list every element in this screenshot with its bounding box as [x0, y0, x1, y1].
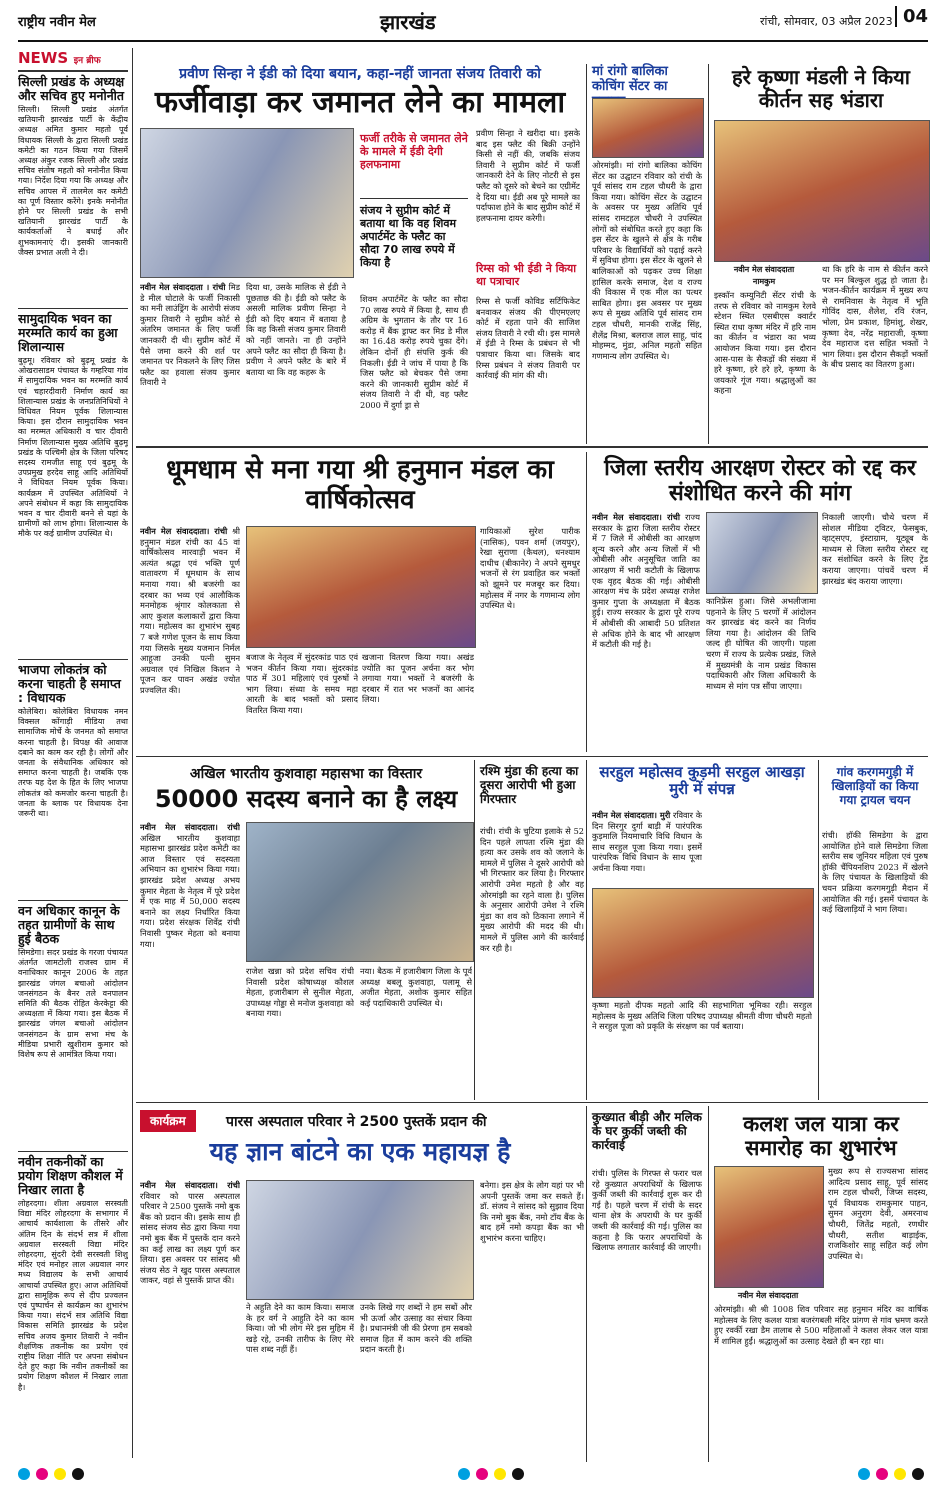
cyan-mark	[458, 1468, 470, 1480]
story1-body1: मिड डे मील घोटाले के फर्जी निकासी का मनी लाउंड्रिंग के आरोपी संजय कुमार तिवारी ने सुप्रीम कोर्ट से अंतरिम जमानत के लिए फर्जी जानकारी दी थी। सुप्रीम कोर्ट में पैसे जमा करने की शर्त पर जमानत पर निकलने के लिए जिस फ्लैट का हवाला संजय कुमार तिवारी ने	[140, 282, 240, 388]
story8-col1	[592, 810, 702, 884]
coaching-photo	[592, 98, 704, 158]
brief-title: वन अधिकार कानून के तहत ग्रामीणों के साथ हुई बैठक	[18, 903, 120, 946]
story10-headline: कुख्यात बीड़ी और मलिक के घर कुर्की जब्ती की कार्रवाई	[592, 1110, 702, 1152]
story8-col2: कृष्णा महतो दीपक महतो आदि की सहभागिता भूमिका रही। सरहुल महोत्सव के मुख्य अतिथि जिला परिषद उपाध्यक्ष श्रीमती वीणा चौधरी महतो ने सरहुल पूजा को प्रकृति के संरक्षण का पर्व बताया।	[592, 1000, 812, 1032]
story12-headline: कलश जल यात्रा कर समारोह का शुभारंभ	[743, 1112, 899, 1161]
story1-quote1: फर्जी तरीके से जमानत लेने के मामले में ईडी देगी हलफनामा	[360, 132, 468, 171]
cyan-mark	[18, 1468, 30, 1480]
story4-col1	[140, 526, 240, 752]
roster-meeting-photo	[706, 512, 818, 594]
story6-byline: नवीन मेल संवाददाता। रांची	[140, 822, 240, 832]
brief-title: सामुदायिक भवन का मरम्मति कार्य का हुआ शिलान्यास	[18, 311, 118, 354]
hanuman-photo	[246, 526, 476, 648]
story10-body: रांची। पुलिस के गिरफ्त से फरार चल रहे कुख्यात अपराधियों के खिलाफ कुर्की जब्ती की कार्रवाई शुरू कर दी गई है। पहले चरण में रांची के सदर थाना क्षेत्र के अपराधी के घर कुर्की जब्ती की कार्रवाई की गई। पुलिस का कहना है कि फरार अपराधियों के खिलाफ लगातार कार्रवाई की जाएगी।	[592, 1168, 702, 1253]
story4-col4: गायिकाओं सुरेश पारीक (नासिक), पवन शर्मा (जयपुर), रेखा सुराणा (कैथल), धनश्याम दाधीच (बीकानेर) ने अपने सुमधुर भजनों से रंग प्रवाहित कर भक्तों को झूमने पर मजबूर कर दिया। महोत्सव में नगर के गणमान्य लोग उपस्थित थे।	[480, 526, 580, 611]
story1-headline: फर्जीवाड़ा कर जमानत लेने का मामला	[154, 85, 566, 120]
story3-caption: नवीन मेल संवाददाता	[733, 265, 795, 274]
section-rule	[136, 756, 928, 757]
column-rule	[586, 64, 587, 444]
story5-body1: राज्य सरकार के द्वारा जिला स्तरीय रोस्टर में 7 जिले में ओबीसी का आरक्षण शून्य करने और अन्य जिलों में भी ओबीसी और अनुसूचित जाति का आरक्षण में भारी कटौती के खिलाफ एक वृहद बैठक की गई। ओबीसी आरक्षण मंच के प्रदेश अध्यक्ष राजेश कुमार गुप्ता के अध्यक्षता में बैठक हुई। राज्य सरकार के द्वारा पूरे राज्य में ओबीसी की आबादी 50 प्रतिशत से अधिक होने के बाद भी आरक्षण में कटौती की गई है।	[592, 512, 700, 650]
kushwaha-photo	[246, 822, 474, 962]
court-photo	[140, 128, 354, 278]
story7-kicker: रश्मि मुंडा की हत्या का दूसरा आरोपी भी हुआ गिरफ्तार	[480, 764, 579, 806]
magenta-mark	[876, 1468, 888, 1480]
story11-banner	[140, 1110, 580, 1132]
section-rule	[136, 1102, 928, 1103]
story1-col3: शिवम अपार्टमेंट के फ्लैट का सौदा 70 लाख रुपये में किया है, साथ ही अग्रिम के भुगतान के तौर पर 16 करोड़ में बैंक ड्राफ्ट कर मिड डे मील का 16.48 करोड़ रुपये चुका देंगे। लेकिन दोनों ही संपत्ति कुर्क की निकली। ईडी ने जांच में पाया है कि जिस फ्लैट को बेचकर पैसे जमा करने की जानकारी सुप्रीम कोर्ट में संजय तिवारी ने दी थी, वह फ्लैट 2000 में दुर्गा ड्रा से	[360, 294, 468, 410]
story12-col1: मुख्य रूप से राज्यसभा सांसद आदित्य प्रसाद साहू, पूर्व सांसद राम टहल चौधरी, जिप्स सदस्य, पूर्व विधायक रामकुमार पाहन, सुमन अनुराग देवी, अमरनाथ चौधरी, जितेंद्र महतो, रणधीर चौधरी, सतीश बाड़ाईक, राजकिशोर साहू सहित कई लोग उपस्थित थे।	[828, 1166, 928, 1261]
story11-headline: यह ज्ञान बांटने का एक महायज्ञ है	[209, 1137, 511, 1166]
magenta-mark	[36, 1468, 48, 1480]
brief-item	[18, 1155, 128, 1458]
dateline: रांची, सोमवार, 03 अप्रैल 2023	[760, 15, 893, 28]
column-rule	[586, 760, 587, 1100]
story6-col1	[140, 822, 240, 1098]
story3-byline: नामकुम	[752, 277, 776, 286]
column-rule	[586, 1106, 587, 1462]
story1-quote2: संजय ने सुप्रीम कोर्ट में बताया था कि वह शिवम अपार्टमेंट के फ्लैट का सौदा 70 लाख रुपये में किया है	[360, 204, 457, 269]
sarhul-photo	[592, 888, 814, 998]
story11-col1	[140, 1180, 240, 1460]
brief-body: कोलेबिरा। कोलेबिरा विधायक नमन विक्सल कोंगाड़ी मीडिया तथा सामाजिक मोर्चे के जनमत को समाप्त करना चाहती है। विपक्ष की आवाज दबाने का काम कर रही है। लोगों और जनता के संवैधानिक अधिकार को समाप्त करना चाहती है। जबकि एक तरफ यह देश के हित के लिए भाजपा लोकतंत्र को कमजोर करना चाहती है। जनता के ब्लाक पर विधायक देना जरूरी था।	[18, 707, 128, 819]
story3-col2: था कि हरि के नाम से कीर्तन करने पर मन बिल्कुल शुद्ध हो जाता है। भजन-कीर्तन कार्यक्रम में मुख्य रूप से रामनिवास के नेतृत्व में भूति गोविंद दास, शैलेश, रवि रंजन, भोला, प्रेम प्रकाश, हिमांशु, शेखर, कृष्णा देव, नरेंद्र महाराजी, कृष्णा देव महाराज दत्त सहित भक्तों ने भाग लिया। इस दौरान सैकड़ों भक्तों के बीच प्रसाद का वितरण हुआ।	[822, 264, 928, 370]
registration-marks	[18, 1468, 928, 1480]
story6-col2: राजेश खन्ना को प्रदेश सचिव रांची निवासी प्रदेश कोषाध्यक्ष कौशल मेहता, हजारीबाग से सुनील मेहता, उपाध्यक्ष गोड्डा से मनोज कुशवाहा को बनाया गया।	[246, 966, 354, 1019]
yellow-mark	[54, 1468, 66, 1480]
story4-body1: श्री हनुमान मंडल रांची का 45 वां वार्षिकोत्सव मारवाड़ी भवन में अत्यंत श्रद्धा एवं भक्ति पूर्ण वातावरण में धूमधाम के साथ मनाया गया। श्री बजरंगी का दरबार का भव्य एवं आलौकिक मनमोहक श्रृंगार कोलकाता से आए कुशल कलाकारों द्वारा किया गया। महोत्सव का शुभारंभ सुबह 7 बजे गणेश पूजन के साथ किया गया जिसके मुख्य यजमान निर्मल आहूजा उनकी पत्नी सुमन अग्रवाल एवं निखिल किशन ने पूजन कर पावन अखंड ज्योत प्रज्वलित की।	[140, 526, 240, 695]
story2-body: ओरमांझी। मां रांगो बालिका कोचिंग सेंटर का उद्घाटन रविवार को रांची के पूर्व सांसद राम टहल चौधरी के द्वारा किया गया। कोचिंग सेंटर के उद्घाटन के अवसर पर मुख्य अतिथि पूर्व सांसद रामटहल चौधरी ने उपस्थित लोगों को संबोधित करते हुए कहा कि इस सेंटर के खुलने से क्षेत्र के गरीब परिवार के विद्यार्थियों को पढ़ाई करने में सुविधा होगा। इस सेंटर के खुलने से बालिकाओं को पढ़कर उच्च शिक्षा हासिल करके समाज, देश व राज्य की विकास में एक मील का पत्थर साबित होगा। इस अवसर पर मुख्य रूप से मुख्य अतिथि पूर्व सांसद राम टहल चौधरी, मानकी राजेंद्र सिंह, शैलेंद्र मिश्रा, बलराज लाल साहू, चांद मोहम्मद, मुंडा, अनिल महतो सहित गणमान्य लोग उपस्थित थे।	[592, 160, 702, 361]
story1-col4: प्रवीण सिन्हा ने खरीदा था। इसके बाद इस फ्लैट की बिक्री उन्होंने किसी से नहीं की, जबकि संजय तिवारी ने सुप्रीम कोर्ट में फर्जी जानकारी देने के लिए नोटरी से इस फ्लैट को दूसरे को बेचने का एग्रीमेंट दे दिया था। ईडी अब पूरे मामले का पर्दाफाश होने के बाद सुप्रीम कोर्ट में हलफनामा दायर करेगी।	[476, 128, 580, 223]
sidebar-brand	[18, 48, 128, 67]
story11-body1: रविवार को पारस अस्पताल परिवार ने 2500 पुस्तकें नमो बुक बैंक को प्रदान की। इसके साथ ही सांसद संजय सेठ द्वारा किया गया नमो बुक बैंक में पुस्तकें दान करने का कई लाख का लक्ष्य पूर्ण कर लिया। इस अवसर पर सांसद श्री संजय सेठ ने खुद पारस अस्पताल जाकर, वहां से पुस्तकें प्राप्त की।	[140, 1190, 240, 1286]
sidebar-divider	[18, 70, 128, 72]
story4-headline: धूमधाम से मना गया श्री हनुमान मंडल का वार्षिकोत्सव	[166, 455, 554, 515]
story6-headline: 50000 सदस्य बनाने का है लक्ष्य	[154, 785, 458, 813]
story4-col3: खजाना वितरण किया गया। अखंड ज्योति का पूजन अर्चना कर भोग लगाया गया। भक्तों ने बजरंगी के दरबार में रात भर भजनों का आनंद लिया।	[362, 652, 474, 705]
black-mark	[72, 1468, 84, 1480]
brief-item	[18, 663, 128, 897]
column-rule	[586, 452, 587, 752]
story12-caption: नवीन मेल संवाददाता	[737, 1291, 799, 1300]
column-rule	[708, 64, 709, 444]
story1-byline: नवीन मेल संवाददाता । रांची	[140, 282, 226, 292]
column-rule	[132, 48, 133, 1458]
story11-byline: नवीन मेल संवाददाता। रांची	[140, 1180, 240, 1190]
story8-headline: सरहुल महोत्सव कुड़मी सरहुल आखड़ा मुरी में संपन्न	[599, 763, 805, 799]
brief-title: सिल्ली प्रखंड के अध्यक्ष और सचिव हुए मनोनीत	[18, 74, 125, 103]
kalash-yatra-photo	[714, 1166, 824, 1288]
magenta-mark	[476, 1468, 488, 1480]
yellow-mark	[894, 1468, 906, 1480]
column-rule	[708, 1106, 709, 1462]
story5-byline: नवीन मेल संवाददाता। रांची	[592, 512, 680, 522]
story2-headline: मां रांगो बालिका कोचिंग सेंटर का	[592, 64, 668, 94]
story3-headline: हरे कृष्णा मंडली ने किया कीर्तन सह भंडारा	[732, 65, 910, 112]
story1-kicker: प्रवीण सिन्हा ने ईडी को दिया बयान, कहा-नहीं जानता संजय तिवारी को	[179, 66, 541, 82]
brief-body: बुढ़मू। रविवार को बुढ़मू प्रखंड के ओखरासाडम पंचायत के गम्हरिया गांव में सामुदायिक भवन का मरम्मति कार्य एवं चहारदीवारी निर्माण कार्य का शिलान्यास प्रखंड के जनप्रतिनिधियों ने विधिवत नियम पूर्वक शिलान्यास किया। इस दौरान सामुदायिक भवन का मरम्मत अधिकारी व चार दीवारी निर्माण शिलान्यास मुख्य अतिथि बुढ़मू प्रखंड के पश्चिमी क्षेत्र के जिला परिषद सदस्य रामजीत साहू एवं बुढ़मू के उपप्रमुख हरदेव साहू आदि अतिथियों ने विधिवत नियम पूर्वक किया। कार्यक्रम में उपस्थित अतिथियों ने अपने संबोधन में कहा कि सामुदायिक भवन व चार दीवारी बनने से यहां के ग्रामीणों को लाभ होगा। शिलान्यास के मौके पर कई ग्रामीण उपस्थित थे।	[18, 356, 128, 539]
black-mark	[912, 1468, 924, 1480]
story5-col2: कानिफ्रेंस हुआ। जिसे अभलीजामा पहनाने के लिए 5 चरणों में आंदोलन कर झारखंड बंद करने का निर्णय लिया गया है। आंदोलन की तिथि जल्द ही घोषित की जाएगी। पहला चरण में राज्य के प्रत्येक प्रखंड, जिले में मुख्यमंत्री के नाम प्रखंड विकास पदाधिकारी और जिला अधिकारी के माध्यम से मांग पत्र सौंपा जाएगा।	[706, 596, 816, 691]
brief-title: भाजपा लोकतंत्र को करना चाहती है समाप्त : विधायक	[18, 662, 121, 705]
sidebar-divider	[18, 659, 128, 660]
story6-kicker: अखिल भारतीय कुशवाहा महासभा का विस्तार	[189, 766, 423, 782]
story4-byline: नवीन मेल संवाददाता। रांची	[140, 526, 228, 536]
sidebar-divider	[18, 900, 128, 901]
story11-kicker: पारस अस्पताल परिवार ने 2500 पुस्तकें प्रदान की	[226, 1114, 487, 1130]
sidebar-divider	[18, 1151, 128, 1152]
story6-body1: अखिल भारतीय कुशवाहा महासभा झारखंड प्रदेश कमेटी का आज विस्तार एवं सदस्यता अभियान का शुभारंभ किया गया। झारखंड प्रदेश अध्यक्ष अभय कुमार मेहता के नेतृत्व में पूरे प्रदेश में एक माह में 50,000 सदस्य बनाने का लक्ष्य निर्धारित किया गया। प्रदेश संरक्षक शिवेंद्र रांची निवासी पुष्कर मेहता को बनाया गया।	[140, 832, 240, 949]
brief-body: सिल्ली। सिल्ली प्रखंड अंतर्गत खतियानी झारखंड पार्टी के केंद्रीय अध्यक्ष अमित कुमार महतो पूर्व विधायक सिल्ली के द्वारा सिल्ली प्रखंड कमेटी का गठन किया गया जिसमें अध्यक्ष अंकुर रजक सिल्ली और प्रखंड सचिव संतोष महतो को मनोनीत किया गया। निर्देश दिया गया कि अध्यक्ष और सचिव आपस में तालमेल कर कमेटी का पूर्ण विस्तार करेंगे। इनके मनोनीत होने पर सिल्ली प्रखंड के सभी खतियानी झारखंड पार्टी के कार्यकर्ताओं ने बधाई और शुभकामनाएं दी। इसकी जानकारी जैक्स प्रभात अली ने दी।	[18, 105, 128, 257]
section-name: झारखंड	[380, 10, 436, 34]
brand-news: NEWS	[18, 49, 69, 67]
masthead: राष्ट्रीय नवीन मेल	[18, 15, 96, 30]
brand-sub: इन ब्रीफ	[73, 56, 101, 66]
column-rule	[818, 760, 819, 1100]
story11-col3: उनके लिखे गए शब्दों ने हम सबों और भी ऊर्जा और उत्साह का संचार किया है। प्रधानमंत्री जी की प्रेरणा हम सबको समाज हित में काम करने की शक्ति प्रदान करती है।	[360, 1302, 472, 1355]
story7-body: रांची। रांची के चुटिया इलाके से 52 दिन पहले लापता रश्मि मुंडा की हत्या कर उसके शव को जलाने के मामले में पुलिस ने दूसरे आरोपी को भी गिरफ्तार कर लिया है। गिरफ्तार आरोपी उमेश महतो है और वह ओरमांझी का रहने वाला है। पुलिस के अनुसार आरोपी उमेश ने रश्मि मुंडा का शव को ठिकाना लगाने में मुख्य आरोपी की मदद की थी। मामले में पुलिस आगे की कार्रवाई कर रही है।	[480, 826, 584, 953]
brief-body: सिमडेगा। सदर प्रखंड के गरजा पंचायत अंतर्गत जामटोली राजस्व ग्राम में वनाधिकार कानून 2006 के तहत झारखंड जंगल बचाओ आंदोलन जनसंगठन के बैनर तले वनपालन समिति की बैठक रोहित केरकेट्टा की अध्यक्षता में किया गया। इस बैठक में झारखंड जंगल बचाओ आंदोलन जनसंगठन के ग्राम सभा मंच के मीडिया प्रभारी खुशीराम कुमार को विशेष रूप से आमंत्रित किया गया।	[18, 948, 128, 1060]
story3-col1: इस्कॉन कम्युनिटी सेंटर रांची के तरफ से रविवार को नामकुम रेलवे स्टेशन स्थित एसबीएस क्वार्टर स्थित राधा कृष्ण मंदिर में हरि नाम का कीर्तन व भंडारा का भव्य आयोजन किया गया। इस दौरान आस-पास के सैकड़ों की संख्या में हरे कृष्णा, हरे हरे हरे, कृष्णा के जयकारे गूंज गया। श्रद्धालुओं का कहना	[714, 290, 816, 396]
kirtan-photo	[714, 120, 930, 262]
story12-col2: ओरमांझी। श्री श्री 1008 शिव परिवार सह हनुमान मंदिर का वार्षिक महोत्सव के लिए कलश यात्रा बजरंगबली मंदिर प्रांगण से गांव भ्रमण करते हुए रवर्की रखा डैम तालाब से 500 महिलाओं ने कलश लेकर जल यात्रा में शामिल हुईं। श्रद्धालुओं का उत्साह देखते ही बन रहा था।	[714, 1304, 928, 1346]
story6-col3: नया। बैठक में हजारीबाग जिला के पूर्व अध्यक्ष बबलू कुशवाहा, पलामू से अजीत मेहता, अशोक कुमार सहित कई पदाधिकारी उपस्थित थे।	[360, 966, 472, 1008]
sidebar-divider	[18, 308, 128, 309]
story1-col1	[140, 282, 240, 440]
cyan-mark	[858, 1468, 870, 1480]
news-in-brief-sidebar	[18, 48, 128, 1458]
yellow-mark	[494, 1468, 506, 1480]
books-donation-photo	[246, 1180, 474, 1300]
brief-body: लोहरदगा। शीला अग्रवाल सरस्वती विद्या मंदिर लोहरदगा के सभागार में आचार्य कार्यशाला के तीसरे और अंतिम दिन के संदर्भ सत्र में शीला अग्रवाल सरस्वती विद्या मंदिर लोहरदगा, सुंदरी देवी सरस्वती शिशु मंदिर एवं मनोहर लाल अग्रवाल नगर मध्य विद्यालय के सभी आचार्य आचार्या उपस्थित हुए। आज अतिथियों द्वारा सामूहिक रूप से दीप प्रज्वलन एवं पुष्पार्चन से कार्यक्रम का शुभारंभ किया गया। संदर्भ सत्र अतिथि विद्या विकास समिति झारखंड के प्रदेश सचिव अजय कुमार तिवारी ने नवीन शैक्षणिक तकनीक का प्रयोग एवं राष्ट्रीय शिक्षा नीति पर अपना संबोधन देते हुए कहा कि नवीन तकनीकों का प्रयोग शिक्षण कौशल में निखार लाता है।	[18, 1199, 128, 1392]
story9-body: रांची। हॉकी सिमडेगा के द्वारा आयोजित होने वाले सिमडेगा जिला स्तरीय सब जूनियर महिला एवं पुरुष हॉकी चैंपियनशिप 2023 में खेलने के लिए पंचायत के खिलाड़ियों की चयन प्रक्रिया करगमगुड़ी मैदान में आयोजित की गई। इसमें पंचायत के कई खिलाड़ियों ने भाग लिया।	[822, 830, 928, 915]
story11-col4: बनेगा। इस क्षेत्र के लोग यहां पर भी अपनी पुस्तकें जमा कर सकते हैं। डॉ. संजय ने सांसद को सुझाव दिया कि नमो बुक बैंक, नमो टॉय बैंक के बाद हमें नमो कपड़ा बैंक का भी शुभारंभ करना चाहिए।	[480, 1180, 584, 1243]
section-rule	[136, 446, 928, 448]
story11-col2: ने अहुति देने का काम किया। समाज के हर वर्ग ने आहुति देने का काम किया। जो भी लोग मेरे इस मुहिम में खड़े रहे, उनकी तारीफ के लिए मेरे पास शब्द नहीं हैं।	[246, 1302, 354, 1355]
story5-col3: निकाली जाएगी। चौथे चरण में सोशल मीडिया ट्विटर, फेसबुक, व्हाट्सएप, इंस्टाग्राम, यूट्यूब के माध्यम से जिला स्तरीय रोस्टर रद्द कर संशोधित करने के लिए ट्रेंड कराया जाएगा। पांचवें चरण में झारखंड बंद कराया जाएगा।	[822, 512, 928, 586]
story11-ribbon: कार्यक्रम	[140, 1110, 196, 1132]
brief-item	[18, 904, 128, 1148]
story1-subhead: रिम्स को भी ईडी ने किया था पत्राचार	[476, 262, 577, 288]
story1-col2: दिया था, उसके मालिक से ईडी ने पूछताछ की है। ईडी को फ्लैट के असली मालिक प्रवीण सिन्हा ने ईडी को दिए बयान में बताया है कि वह किसी संजय कुमार तिवारी को नहीं जानते। ना ही उन्होंने अपने फ्लैट का सौदा ही किया है। प्रवीण ने अपने फ्लैट के बारे में बताया था कि वह कहरू के	[246, 282, 346, 377]
story8-byline: नवीन मेल संवाददाता। मुरी	[592, 810, 671, 820]
quote-divider	[360, 198, 468, 199]
brief-item	[18, 75, 128, 305]
brief-title: नवीन तकनीकों का प्रयोग शिक्षण कौशल में निखार लाता है	[18, 1154, 123, 1197]
story5-col1	[592, 512, 700, 752]
page-number: 04	[895, 6, 928, 27]
story1-col5: रिम्स से फर्जी कोविड सर्टिफिकेट बनवाकर संजय की पीएमएलए कोर्ट में रहता पाने की साजिश संजय तिवारी ने रची थी। इस मामले में ईडी ने रिम्स के प्रबंधन से भी पत्राचार किया था। जिसके बाद रिम्स प्रबंधन ने संजय तिवारी पर कार्रवाई की मांग की थी।	[476, 296, 580, 381]
brief-item	[18, 312, 128, 656]
story5-headline: जिला स्तरीय आरक्षण रोस्टर को रद्द कर संशोधित करने की मांग	[604, 456, 916, 507]
story9-headline: गांव करगमगुड़ी में खिलाड़ियों का किया गया ट्रायल चयन	[831, 765, 919, 807]
black-mark	[512, 1468, 524, 1480]
story8-body1: रविवार के दिन सिरगुर दुर्गा बाड़ी में पारंपरिक कुड़मालि नियमाचारि विधि विधान के साथ सरहुल पूजा किया गया। इसमें पारंपरिक विधि विधान के साथ पूजा अर्चना किया गया।	[592, 810, 702, 873]
story4-col2: बजाज के नेतृत्व में सुंदरकांड पाठ एवं भजन कीर्तन किया गया। सुंदरकांड पाठ में 301 महिलाएं एवं पुरुषों ने भाग लिया। संध्या के समय महा आरती के बाद भक्तों को प्रसाद वितरित किया गया।	[246, 652, 358, 715]
column-rule	[474, 760, 475, 1100]
